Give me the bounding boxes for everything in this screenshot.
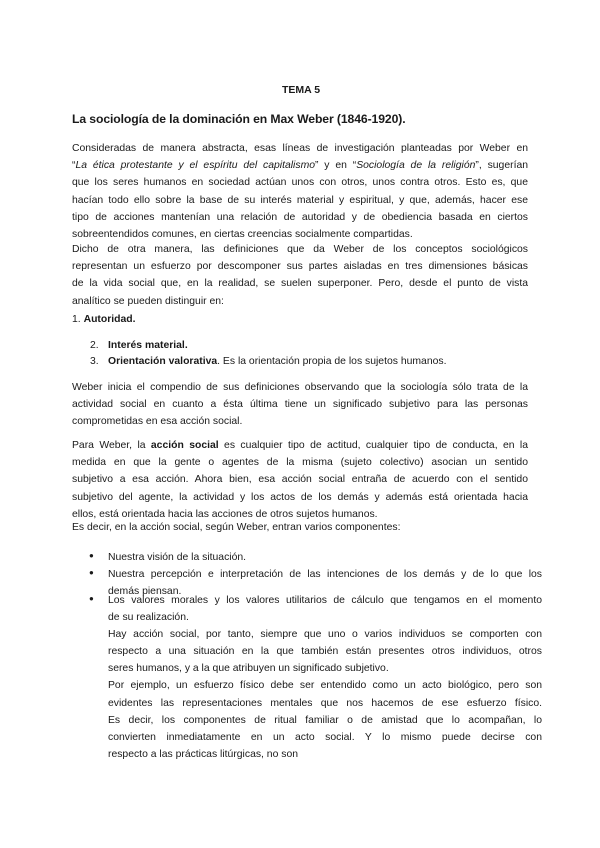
paragraph-2 bbox=[72, 241, 528, 310]
paragraph-line: Dicho de otra manera, las definiciones que da Weber de los conceptos sociológicos bbox=[72, 244, 528, 255]
list-item-2: 2. Interés material. bbox=[90, 340, 188, 351]
paragraph-line: comprometidas en esa acción social. bbox=[72, 416, 243, 428]
paragraph-line: representan un esfuerzo por descomponer sus partes aisladas en tres dimensiones básicas bbox=[72, 261, 528, 273]
paragraph-line: hacían todo ello sobre la base de su interés material y espiritual, y que, además, hacer ese bbox=[72, 194, 528, 206]
paragraph-line: analítico se pueden distinguir en: bbox=[72, 295, 224, 307]
paragraph-line: Consideradas de manera abstracta, esas líneas de investigación planteadas por Weber en bbox=[72, 143, 528, 154]
list-item-label: Autoridad. bbox=[83, 314, 136, 325]
bullet-icon: ● bbox=[89, 568, 94, 577]
paragraph-line: medida en que la gente o agentes de la misma (sujeto colectivo) asocian un sentido bbox=[72, 457, 528, 469]
list-item-label: Interés material. bbox=[108, 340, 188, 351]
paragraph-line: que los seres humanos en sociedad actúan unos con otros, unos contra otros. Esto es, que bbox=[72, 177, 528, 189]
paragraph-line: Para Weber, la acción social es cualquier tipo de actitud, cualquier tipo de conducta, en la bbox=[72, 440, 528, 451]
book-title-italic: Sociología de la religión bbox=[356, 160, 476, 172]
key-term-bold: acción social bbox=[150, 440, 219, 451]
list-item-label: Orientación valorativa bbox=[108, 356, 218, 367]
paragraph-line: Weber inicia el compendio de sus definiciones observando que la sociología sólo trata de la bbox=[72, 382, 528, 393]
bullet-icon: ● bbox=[89, 594, 94, 603]
paragraph-5 bbox=[72, 519, 528, 536]
paragraph-3 bbox=[72, 379, 528, 431]
paragraph-line: sobreentendidos comunes, en ciertas creencias socialmente compartidas. bbox=[72, 229, 413, 241]
paragraph-line: subjetivo a esa acción. Ahora bien, esa acción social entraña de acuerdo con el sentido bbox=[72, 474, 528, 486]
paragraph-line: Es decir, en la acción social, según Weber, entran varios componentes: bbox=[72, 522, 401, 533]
section-number: TEMA 5 bbox=[281, 84, 321, 96]
book-title-italic: La ética protestante y el espíritu del capitalismo bbox=[75, 160, 316, 172]
list-item-1: 1. Autoridad. bbox=[72, 314, 136, 325]
paragraph-line: tipo de acciones mantenían una relación de autoridad y de obediencia basada en ciertos bbox=[72, 211, 528, 223]
paragraph-line: ellos, está orientada hacia las acciones de otros sujetos humanos. bbox=[72, 508, 378, 520]
paragraph-line: subjetivo del agente, la actividad y los actos de los demás y además está orientada hacia bbox=[72, 491, 528, 503]
paragraph-line: de la vida social que, en la realidad, se suelen superponer. Pero, desde el punto de vista bbox=[72, 278, 528, 290]
paragraph-line: actividad social en cuanto a ésta última tiene un significado subjetivo para las personas bbox=[72, 399, 528, 411]
paragraph-1 bbox=[72, 140, 528, 243]
list-item-3: 3. Orientación valorativa. Es la orientación propia de los sujetos humanos. bbox=[90, 356, 447, 367]
paragraph-line: “La ética protestante y el espíritu del capitalismo” y en “Sociología de la religión”, sugerían bbox=[72, 160, 529, 172]
bullet-icon: ● bbox=[89, 551, 94, 560]
paragraph-4 bbox=[72, 437, 528, 523]
document-title: La sociología de la dominación en Max Weber (1846-1920). bbox=[72, 112, 406, 126]
